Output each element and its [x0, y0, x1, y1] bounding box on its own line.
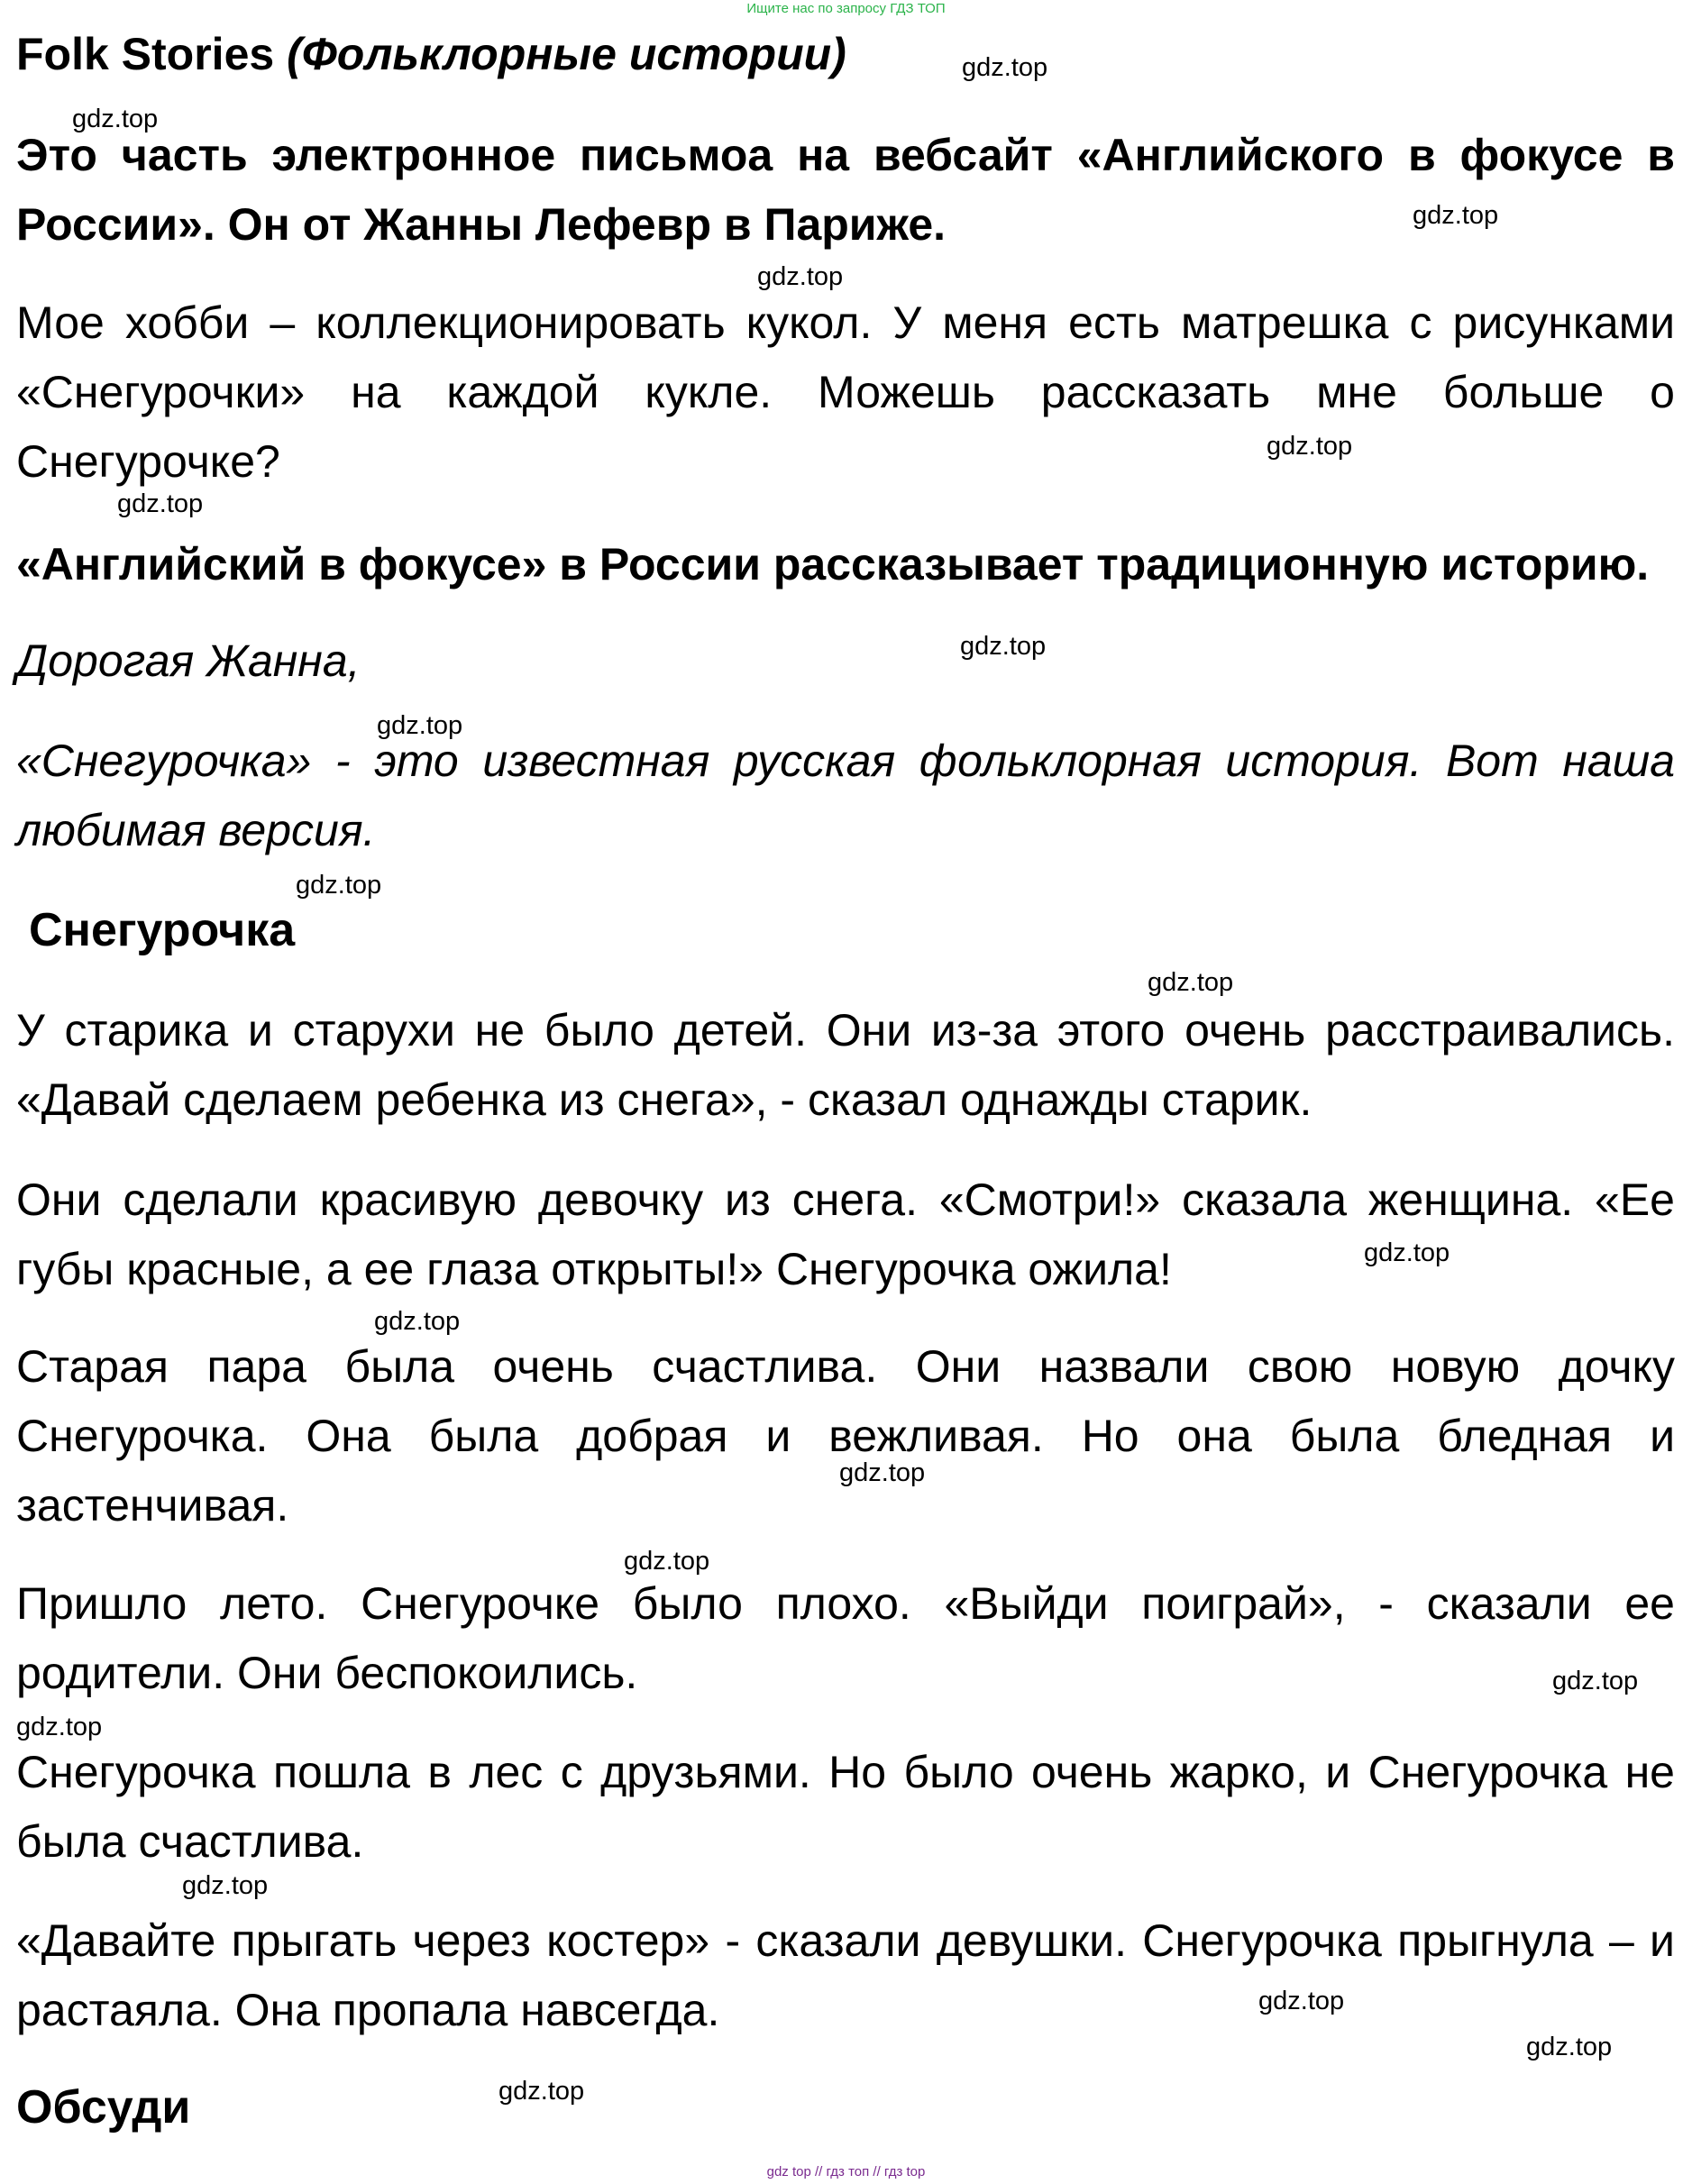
top-banner: Ищите нас по запросу ГДЗ ТОП [746, 1, 946, 16]
story-paragraph: У старика и старухи не было детей. Они из-за этого очень расстраивались. «Давай сделаем ребенка из снега», - сказал однажды старик. [16, 1005, 1675, 1125]
watermark: gdz.top [16, 1713, 103, 1741]
discuss-heading: Обсуди [16, 2081, 191, 2134]
story-paragraph: Старая пара была очень счастлива. Они назвали свою новую дочку Снегурочка. Она была добрая и вежливая. Но она была бледная и застенчивая. [16, 1341, 1675, 1531]
watermark: gdz.top [1267, 432, 1353, 461]
watermark: gdz.top [960, 632, 1047, 661]
watermark: gdz.top [1148, 968, 1234, 997]
watermark: gdz.top [182, 1871, 269, 1900]
watermark: gdz.top [377, 711, 463, 740]
title-main: Folk Stories [16, 29, 275, 79]
letter-paragraph: Мое хобби – коллекционировать кукол. У меня есть матрешка с рисунками «Снегурочки» на каждой кукле. Можешь рассказать мне больше о Снегурочке? [16, 297, 1675, 487]
bottom-banner: gdz top // гдз топ // гдз top [766, 2164, 926, 2179]
watermark: gdz.top [72, 105, 159, 133]
watermark: gdz.top [1258, 1987, 1345, 2015]
story-title: Снегурочка [29, 904, 296, 956]
watermark: gdz.top [498, 2077, 585, 2106]
greeting: Дорогая Жанна, [16, 635, 361, 686]
watermark: gdz.top [1552, 1667, 1639, 1695]
watermark: gdz.top [962, 53, 1048, 82]
watermark: gdz.top [1364, 1238, 1450, 1267]
story-paragraph: «Давайте прыгать через костер» - сказали девушки. Снегурочка прыгнула – и растаяла. Она пропала навсегда. [16, 1915, 1675, 2035]
story-paragraph: Снегурочка пошла в лес с друзьями. Но было очень жарко, и Снегурочка не была счастлива. [16, 1747, 1675, 1867]
watermark: gdz.top [757, 262, 844, 291]
watermark: gdz.top [1413, 201, 1499, 230]
watermark: gdz.top [1526, 2033, 1613, 2061]
story-paragraph: Пришло лето. Снегурочке было плохо. «Выйди поиграй», - сказали ее родители. Они беспокоились. [16, 1578, 1675, 1698]
watermark: gdz.top [117, 489, 204, 518]
page-title [16, 27, 846, 81]
watermark: gdz.top [374, 1307, 461, 1336]
watermark: gdz.top [624, 1547, 710, 1576]
reply-heading: «Английский в фокусе» в России рассказывает традиционную историю. [16, 539, 1650, 589]
watermark: gdz.top [839, 1458, 926, 1487]
watermark: gdz.top [296, 871, 382, 900]
reply-intro: «Снегурочка» - это известная русская фольклорная история. Вот наша любимая версия. [16, 736, 1675, 855]
title-translation: (Фольклорные истории) [287, 29, 846, 79]
intro-paragraph: Это часть электронное письмоа на вебсайт «Английского в фокусе в России». Он от Жанны Лефевр в Париже. [16, 130, 1675, 250]
story-paragraph: Они сделали красивую девочку из снега. «Смотри!» сказала женщина. «Ее губы красные, а ее глаза открыты!» Снегурочка ожила! [16, 1174, 1675, 1294]
